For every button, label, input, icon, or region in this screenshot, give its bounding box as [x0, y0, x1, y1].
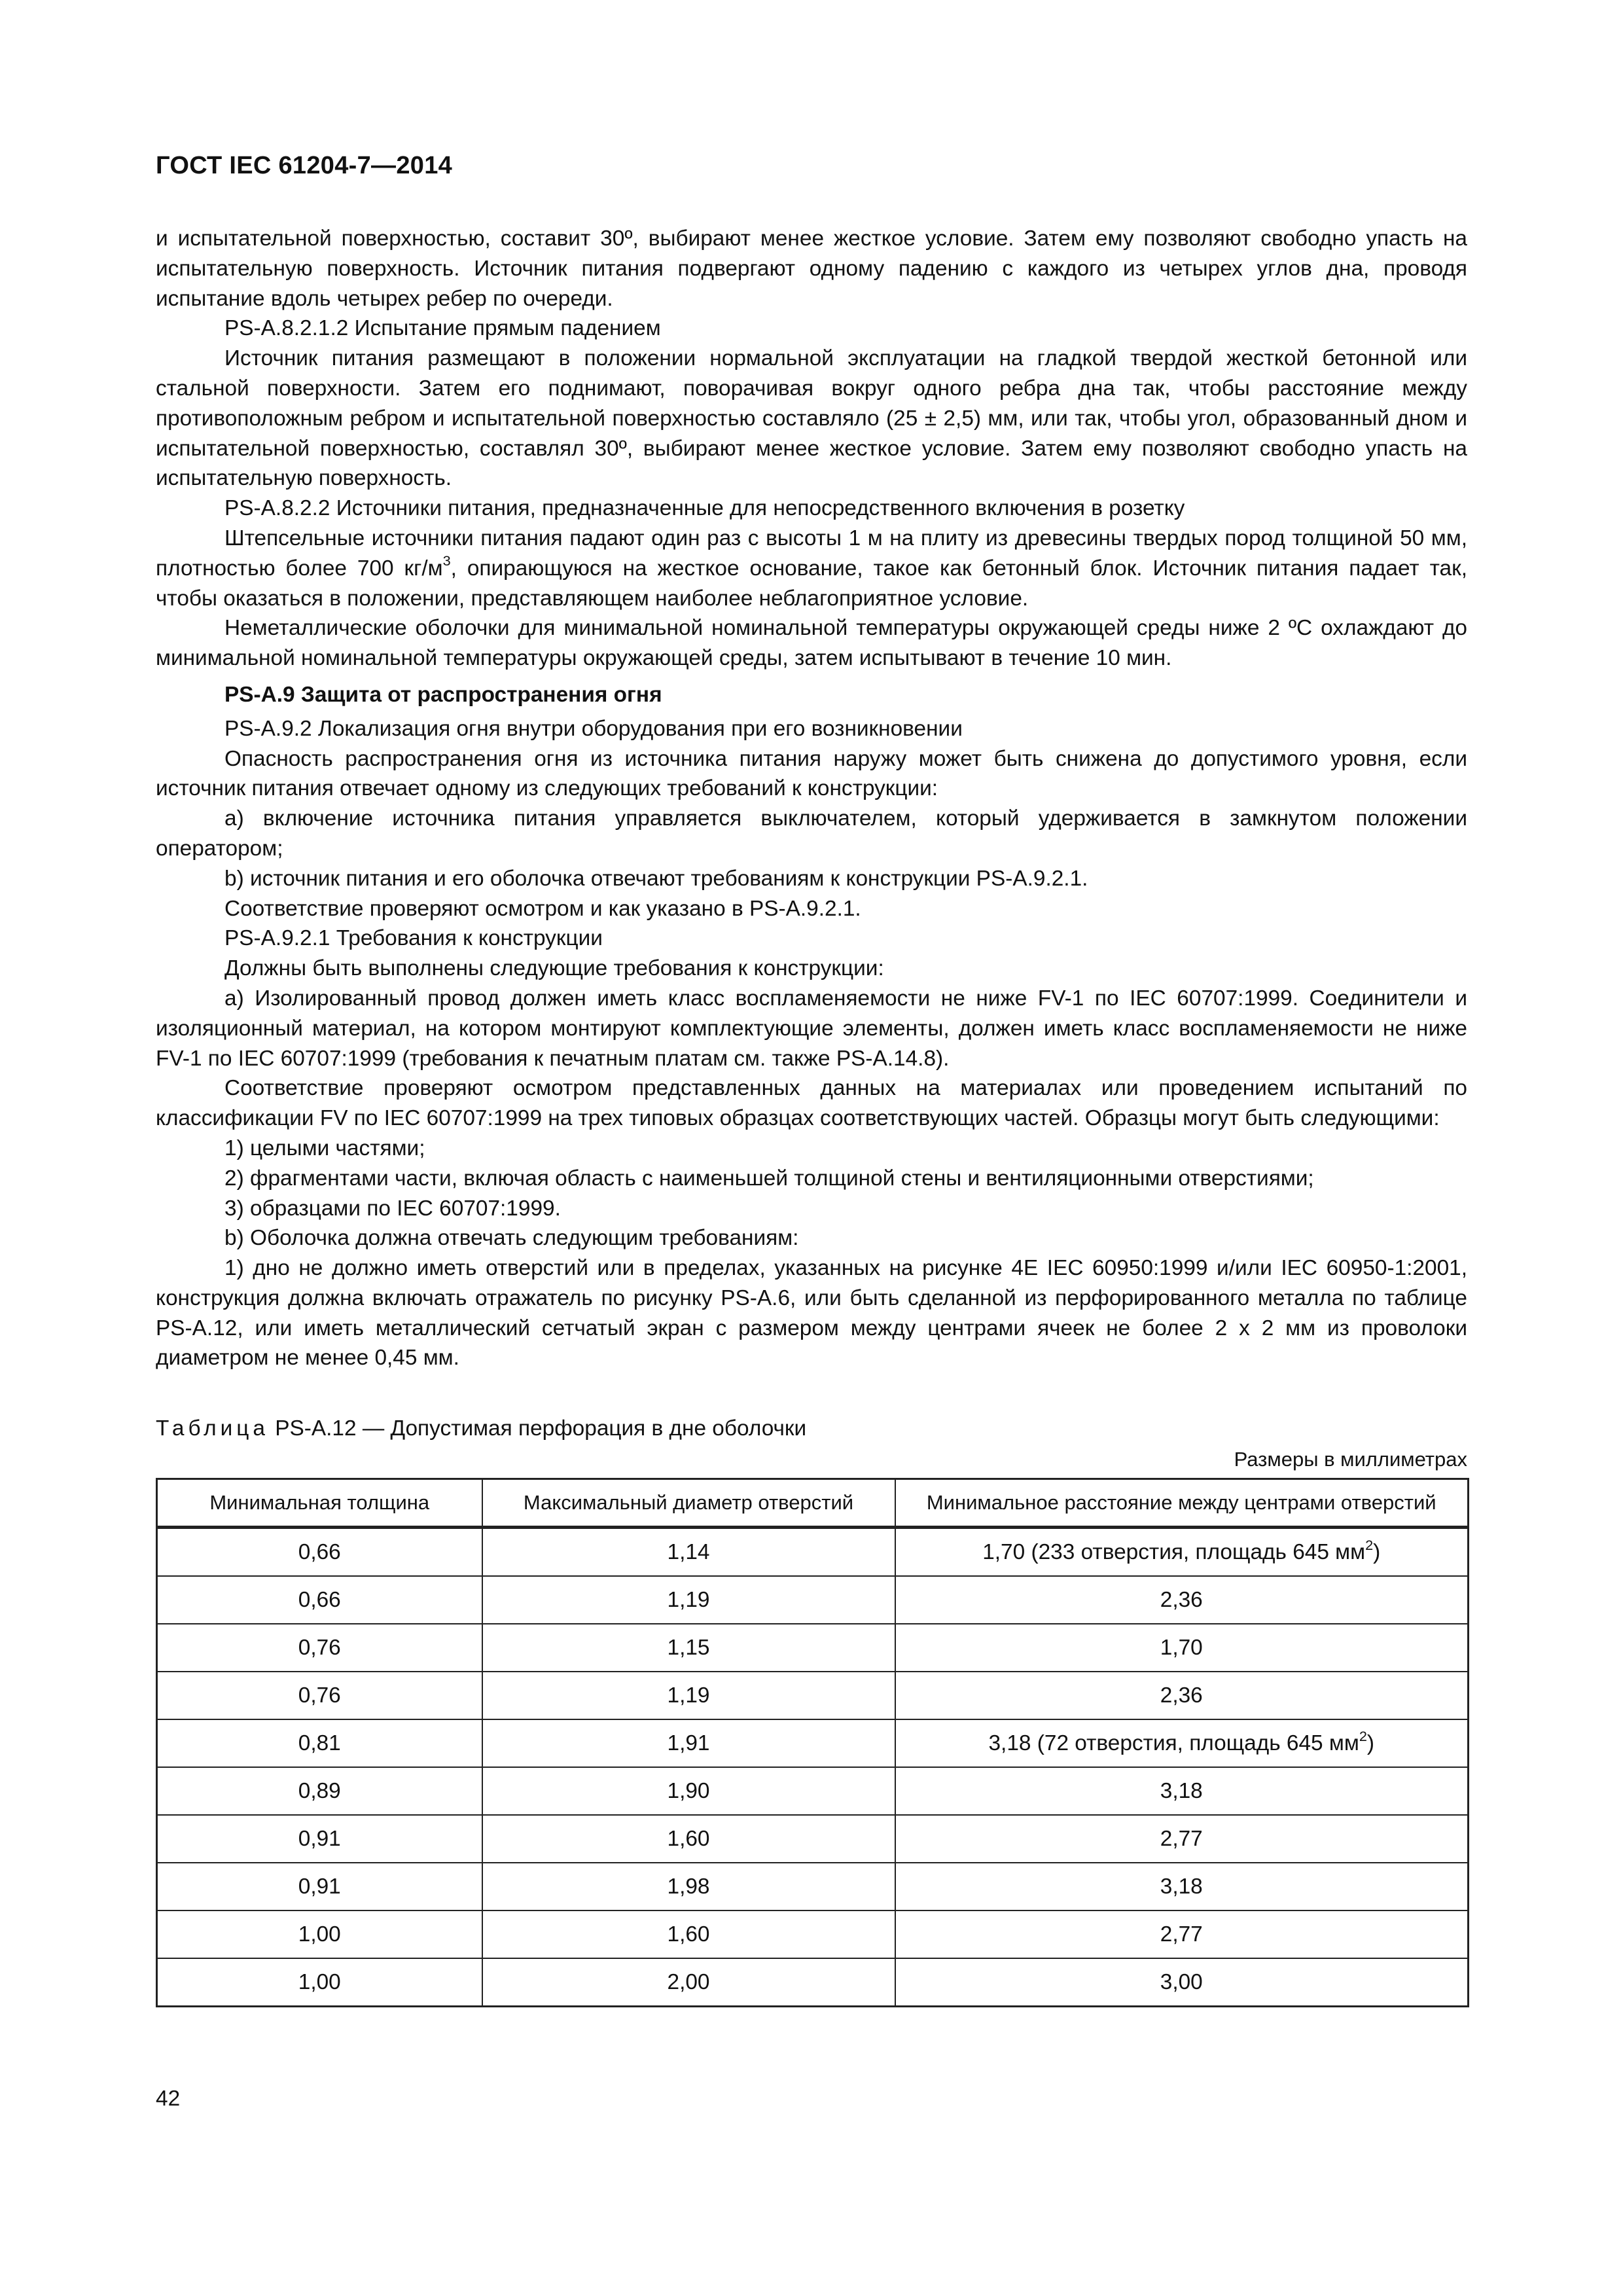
table-row: [157, 1624, 1469, 1672]
paragraph: Соответствие проверяют осмотром и как указано в PS-A.9.2.1.: [224, 896, 861, 921]
table-row: [157, 1767, 1469, 1815]
table-cell: 0,76: [157, 1624, 482, 1672]
table-cell: 0,91: [157, 1863, 482, 1910]
table-cell: 1,00: [157, 1958, 482, 2007]
cell-text: 3,00: [1160, 1969, 1203, 1994]
list-item: b) источник питания и его оболочка отвечают требованиям к конструкции PS-A.9.2.1.: [224, 866, 1088, 891]
paragraph: и испытательной поверхностью, составит 30º, выбирают менее жесткое условие. Затем ему позволяют свободно упасть на испытательную поверхность. Источник питания подвергают одному падению с каждого из четырех углов дна, проводя испытание вдоль четырех ребер по очереди.: [156, 226, 1467, 311]
table-cell: 1,90: [482, 1767, 895, 1815]
table-cell: [895, 1767, 1469, 1815]
cell-text: 2,77: [1160, 1922, 1203, 1946]
table-cell: 1,19: [482, 1672, 895, 1719]
table-cell: [895, 1672, 1469, 1719]
cell-text: ): [1366, 1731, 1375, 1755]
table-cell: 2,00: [482, 1958, 895, 2007]
section-heading: PS-A.9 Защита от распространения огня: [224, 682, 662, 707]
table-cell: 0,76: [157, 1672, 482, 1719]
superscript: 2: [1359, 1727, 1367, 1744]
table-cell: 0,91: [157, 1815, 482, 1863]
document-body: [156, 224, 1467, 2007]
table-cell: 1,14: [482, 1528, 895, 1577]
page-number: 42: [156, 2087, 181, 2111]
table-cell: 1,60: [482, 1815, 895, 1863]
list-item: 1) целыми частями;: [224, 1136, 425, 1160]
cell-text: 3,18: [1160, 1778, 1203, 1803]
table-cell: 1,00: [157, 1910, 482, 1958]
table-label: Таблица: [156, 1416, 269, 1441]
table-cell: 0,66: [157, 1576, 482, 1624]
cell-text: 1,70 (233 отверстия, площадь 645 мм: [982, 1539, 1366, 1564]
table-cell: [895, 1528, 1469, 1577]
table-cell: 0,66: [157, 1528, 482, 1577]
table-row: [157, 1672, 1469, 1719]
table-units-note: Размеры в миллиметрах: [1234, 1448, 1467, 1471]
clause-title: PS-A.8.2.1.2 Испытание прямым падением: [224, 316, 661, 341]
list-item: а) включение источника питания управляется выключателем, который удерживается в замкнутом положении оператором;: [156, 806, 1467, 861]
paragraph: Источник питания размещают в положении нормальной эксплуатации на гладкой твердой жесткой бетонной или стальной поверхности. Затем его поднимают, поворачивая вокруг одного ребра дна так, чтобы расстояние между противоположным ребром и испытательной поверхностью составляло (25 ± 2,5) мм, или так, чтобы угол, образованный дном и испытательной поверхностью, составлял 30º, выбирают менее жесткое условие. Затем ему позволяют свободно упасть на испытательную поверхность.: [156, 346, 1467, 491]
clause-title: PS-A.9.2.1 Требования к конструкции: [224, 926, 603, 951]
perforation-table: [156, 1478, 1469, 2007]
table-cell: [895, 1576, 1469, 1624]
table-cell: 0,89: [157, 1767, 482, 1815]
list-item: а) Изолированный провод должен иметь класс воспламеняемости не ниже FV-1 по IEC 60707:1999. Соединители и изоляционный материал, на котором монтируют комплектующие элементы, должен иметь класс воспламеняемости не ниже FV-1 по IEC 60707:1999 (требования к печатным платам см. также PS-A.14.8).: [156, 986, 1467, 1071]
table-cell: [895, 1958, 1469, 2007]
paragraph: [156, 524, 1467, 613]
table-cell: [895, 1624, 1469, 1672]
text-run: Штепсельные источники питания падают один раз с высоты 1 м на плиту из древесины твердых пород толщиной 50 мм, плотностью более 700 кг/м: [156, 526, 1467, 581]
table-caption-text: PS-A.12 — Допустимая перфорация в дне оболочки: [275, 1416, 807, 1441]
list-item: 3) образцами по IEC 60707:1999.: [224, 1196, 561, 1221]
cell-text: 3,18 (72 отверстия, площадь 645 мм: [988, 1731, 1359, 1755]
table-cell: 1,15: [482, 1624, 895, 1672]
table-cell: [895, 1719, 1469, 1767]
list-item: b) Оболочка должна отвечать следующим требованиям:: [224, 1226, 799, 1251]
table-cell: 1,19: [482, 1576, 895, 1624]
table-cell: [895, 1863, 1469, 1910]
clause-title: PS-A.8.2.2 Источники питания, предназначенные для непосредственного включения в розетку: [224, 496, 1185, 521]
table-cell: [895, 1910, 1469, 1958]
cell-text: 2,77: [1160, 1826, 1203, 1851]
paragraph: Опасность распространения огня из источника питания наружу может быть снижена до допустимого уровня, если источник питания отвечает одному из следующих требований к конструкции:: [156, 746, 1467, 801]
table-caption: [156, 1414, 1467, 1444]
column-header: Минимальное расстояние между центрами отверстий: [895, 1479, 1469, 1528]
table-cell: 1,60: [482, 1910, 895, 1958]
column-header: Максимальный диаметр отверстий: [482, 1479, 895, 1528]
table-row: [157, 1863, 1469, 1910]
table-row: [157, 1910, 1469, 1958]
list-item: 2) фрагментами части, включая область с наименьшей толщиной стены и вентиляционными отверстиями;: [224, 1166, 1314, 1191]
cell-text: 2,36: [1160, 1587, 1203, 1612]
list-item: 1) дно не должно иметь отверстий или в пределах, указанных на рисунке 4Е IEC 60950:1999 и/или IEC 60950-1:2001, конструкция должна включать отражатель по рисунку PS-A.6, или быть сделанной из перфорированного металла по таблице PS-A.12, или иметь металлический сетчатый экран с размером между центрами ячеек не более 2 х 2 мм из проволоки диаметром не менее 0,45 мм.: [156, 1256, 1467, 1371]
table-body: [157, 1528, 1469, 2007]
cell-text: ): [1373, 1539, 1381, 1564]
clause-title: PS-A.9.2 Локализация огня внутри оборудования при его возникновении: [224, 716, 963, 741]
table-header-row: [157, 1479, 1469, 1528]
document-page: [156, 0, 1467, 2296]
document-header-title: ГОСТ IEC 61204-7—2014: [156, 152, 453, 179]
table-row: [157, 1719, 1469, 1767]
table-cell: 0,81: [157, 1719, 482, 1767]
cell-text: 3,18: [1160, 1874, 1203, 1899]
table-row: [157, 1958, 1469, 2007]
table-cell: [895, 1815, 1469, 1863]
superscript: 3: [442, 552, 451, 569]
table-caption-block: [156, 1414, 1467, 1474]
table-row: [157, 1576, 1469, 1624]
superscript: 2: [1365, 1536, 1374, 1553]
table-row: [157, 1528, 1469, 1577]
paragraph: Должны быть выполнены следующие требования к конструкции:: [224, 956, 884, 981]
paragraph: Неметаллические оболочки для минимальной номинальной температуры окружающей среды ниже 2 ºС охлаждают до минимальной номинальной температуры окружающей среды, затем испытывают в течение 10 мин.: [156, 616, 1467, 671]
text-run: , опирающуюся на жесткое основание, такое как бетонный блок. Источник питания падает так, чтобы оказаться в положении, представляющем наиболее неблагоприятное условие.: [156, 556, 1468, 611]
column-header: Минимальная толщина: [157, 1479, 482, 1528]
table-row: [157, 1815, 1469, 1863]
table-cell: 1,98: [482, 1863, 895, 1910]
paragraph: Соответствие проверяют осмотром представленных данных на материалах или проведением испытаний по классификации FV по IEC 60707:1999 на трех типовых образцах соответствующих частей. Образцы могут быть следующими:: [156, 1076, 1467, 1131]
cell-text: 1,70: [1160, 1635, 1203, 1660]
table-cell: 1,91: [482, 1719, 895, 1767]
cell-text: 2,36: [1160, 1683, 1203, 1708]
